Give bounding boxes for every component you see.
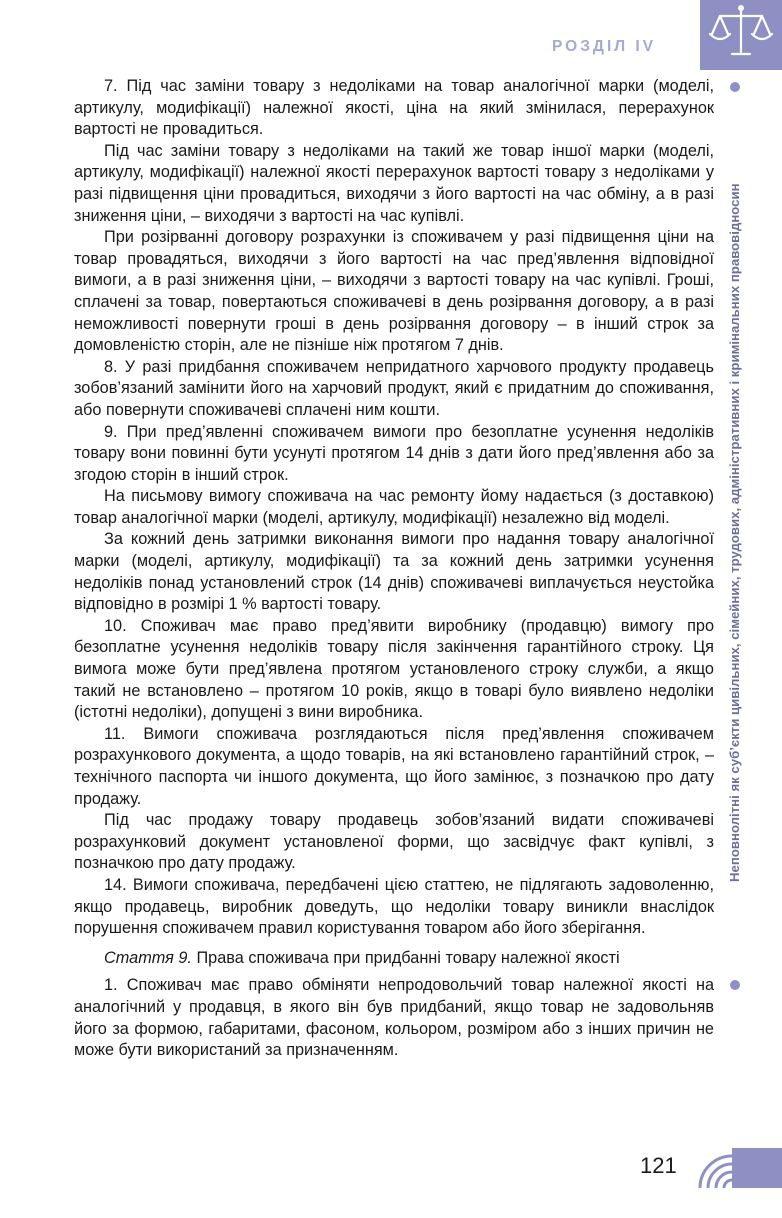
- main-text: [74, 76, 714, 1062]
- paragraph: При розірванні договору розрахунки із споживачем у разі підвищення ціни на товар провадяться, виходячи з його вартості на час пред’явлення відповідної вимоги, а в разі зниження ціни, – виходячи з вартості товару на час купівлі. Гроші, сплачені за товар, повертаються споживачеві в день розірвання договору, а в разі неможливості повернути гроші в день розірвання договору – в інший строк за домовленістю сторін, але не пізніше ніж протягом 7 днів.: [74, 228, 714, 355]
- paragraph: 14. Вимоги споживача, передбачені цією статтею, не підлягають задоволенню, якщо продавець, виробник доведуть, що недоліки товару виникли внаслідок порушення споживачем правил користування товаром або його зберігання.: [74, 875, 714, 938]
- paragraph: 11. Вимоги споживача розглядаються після пред’явлення споживачем розрахункового документа, а щодо товарів, на які встановлено гарантійний строк, – технічного паспорта чи іншого документа, що його замінює, з позначкою про дату продажу.: [74, 724, 714, 808]
- paragraph: Під час продажу товару продавець зобов’язаний видати споживачеві розрахунковий документ установленої форми, що засвідчує факт купівлі, з позначкою про дату продажу.: [74, 811, 714, 873]
- scales-icon: [700, 0, 782, 70]
- section-label: РОЗДІЛ IV: [552, 38, 657, 55]
- wave-corner-icon: [696, 1148, 782, 1188]
- paragraph: 7. Під час заміни товару з недоліками на товар аналогічної марки (моделі, артикулу, модифікації) належної якості, ціна на який змінилася, перерахунок вартості не провадиться.: [74, 77, 714, 139]
- paragraph: Під час заміни товару з недоліками на такий же товар іншої марки (моделі, артикулу, модифікації) належної якості перерахунок вартості товару з недоліками у разі підвищення ціни провадиться, виходячи з його вартості на час обміну, а в разі зниження ціни, – виходячи з вартості на час купівлі.: [74, 141, 714, 225]
- paragraph: За кожний день затримки виконання вимоги про надання товару аналогічної марки (моделі, артикулу, модифікації) та за кожний день затримки усунення недоліків понад установлений строк (14 днів) споживачеві виплачується неустойка відповідно в розмірі 1 % вартості товару.: [74, 530, 714, 614]
- sidebar-title-text: Неповнолітні як суб’єкти цивільних, сімейних, трудових, адміністративних і кримінальних правовідносин: [727, 183, 742, 883]
- sidebar-dot-top: [730, 82, 740, 92]
- paragraph: 9. При пред’явленні споживачем вимоги про безоплатне усунення недоліків товару вони повинні бути усунуті протягом 14 днів з дати його пред’явлення або за згодою сторін в інший строк.: [74, 422, 714, 484]
- paragraph: 1. Споживач має право обміняти непродовольчий товар належної якості на аналогічний у продавця, в якого він був придбаний, якщо товар не задовольняв його за формою, габаритами, фасоном, кольором, розміром або з інших причин не може бути використаний за призначенням.: [74, 976, 714, 1060]
- sidebar-chapter-title: [724, 76, 750, 990]
- article-heading: [74, 948, 714, 970]
- paragraph: 10. Споживач має право пред’явити виробнику (продавцю) вимогу про безоплатне усунення недоліків товару після закінчення гарантійного строку. Ця вимога може бути пред’явлена протягом установленого строку служби, а якщо такий не встановлено – протягом 10 років, якщо в товарі було виявлено недоліки (істотні недоліки), допущені з вини виробника.: [74, 616, 714, 722]
- article-label: Стаття 9.: [104, 948, 192, 967]
- page-number: 121: [640, 1153, 677, 1178]
- paragraph: 8. У разі придбання споживачем непридатного харчового продукту продавець зобов’язаний замінити його на харчовий продукт, який є придатним до споживання, або повернути споживачеві сплачені ним кошти.: [74, 357, 714, 419]
- article-title: Права споживача при придбанні товару належної якості: [191, 948, 620, 967]
- sidebar-dot-bottom: [730, 980, 740, 990]
- paragraph: На письмову вимогу споживача на час ремонту йому надається (з доставкою) товар аналогічної марки (моделі, артикулу, модифікації) незалежно від моделі.: [74, 487, 714, 527]
